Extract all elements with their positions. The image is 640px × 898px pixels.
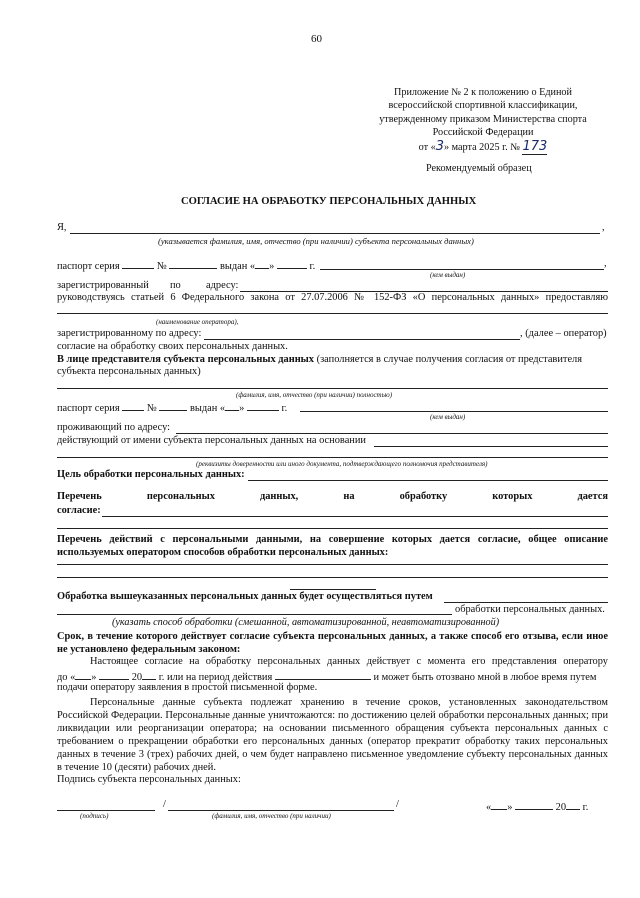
representative-acting-line: [374, 446, 608, 447]
data-list-line-1: [102, 516, 608, 517]
subject-ya: Я,: [57, 222, 67, 233]
processing-suffix: обработки персональных данных.: [455, 604, 605, 615]
representative-issued-by-hint: (кем выдан): [430, 413, 466, 421]
representative-residing-line: [176, 433, 608, 434]
appendix-date-line: от «3» марта 2025 г. № 173: [418, 138, 548, 154]
appendix-header: [378, 86, 588, 154]
subject-passport-row: паспорт серия № выдан « » г.: [57, 258, 315, 274]
operator-address-line: [204, 339, 520, 340]
appendix-line-4: Российской Федерации: [432, 127, 534, 139]
subject-guided-by: руководствуясь статьей 6 Федерального закона от 27.07.2006 № 152-ФЗ «О персональных данных» предоставляю: [57, 292, 608, 303]
appendix-line-2: всероссийской спортивной классификации,: [388, 100, 578, 112]
processing-label: Обработка вышеуказанных персональных данных будет осуществляться путем: [57, 591, 433, 602]
signature-label: Подпись субъекта персональных данных:: [57, 774, 241, 785]
actions-text: Перечень действий с персональными данными, на совершение которых дается согласие, общее описание используемых оператором способов обработки персональных данных:: [57, 534, 608, 558]
actions-line-3: [290, 589, 376, 590]
term-p1-line2: до « » 20 г. или на период действия и может быть отозвано мной в любое время путем: [57, 669, 608, 685]
subject-registered-w3: адресу:: [206, 280, 239, 291]
purpose-line: [248, 480, 608, 481]
signature-date: « » 20 г.: [486, 799, 588, 815]
operator-hint: (наименование оператора),: [156, 318, 239, 326]
document-title: СОГЛАСИЕ НА ОБРАБОТКУ ПЕРСОНАЛЬНЫХ ДАННЫХ: [181, 196, 477, 207]
data-list-line-2: [57, 528, 608, 529]
document-page: 60 Приложение № 2 к положению о Единой всероссийской спортивной классификации, утвержденному приказом Министерства спорта Российской Федерации от «3» марта 2025 г. № 173 Рекомендуемый образец СОГЛАСИЕ НА ОБРАБОТКУ ПЕРСОНАЛЬНЫХ ДАННЫХ Я, , (указывается фамилия, имя, отчество (при наличии) субъекта персональных данных) паспорт серия № выдан « » г. , (кем выдан) зарегистрированный по адресу: руководствуясь статьей 6 Федерального закона от 27.07.2006 № 152-ФЗ «О персональных данных» предоставляю (наименование оператора), зарегистрированному по адресу: , (далее – оператор) согласие на обработку своих персональных данных. В лице представителя субъекта персональных данных (заполняется в случае получения согласия от представителя субъекта персональных данных) (фамилия, имя, отчество (при наличии) полностью) паспорт серия № выдан « » г. (кем выдан) проживающий по адресу: действующий от имени субъекта персональных данных на основании (реквизиты доверенности или иного документа, подтверждающего полномочия представителя) Цель обработки персональных данных: Перечень персональных данных, на обработку которых дается согласие: Перечень действий с персональными данными, на совершение которых дается согласие, общее описание используемых оператором способов обработки персональных данных: Обработка вышеуказанных персональных данных будет осуществляться путем обработки персональных данных. (указать способ обработки (смешанной, автоматизированной, неавтоматизированной) Срок, в течение которого действует согласие субъекта персональных данных, а также способ его отзыва, если иное не установлено федеральным законом: Настоящее согласие на обработку персональных данных действует с момента его представления оператору до « » 20 г. или на период действия и может быть отозвано мной в любое время путем подачи оператору заявления в простой письменной форме. Персональные данные субъекта подлежат хранению в течение сроков, установленных законодательством Российской Федерации. Персональные данные уничтожаются: по достижению целей обработки персональных данных; при ликвидации или реорганизации оператора; на основании письменного обращения субъекта персональных данных с требованием о прекращении обработки его персональных данных (оператор прекратит обработку таких персональных данных в течение 3 (трех) рабочих дней, о чем будет направлено письменное уведомление субъекту персональных данных в течение 10 (десяти) рабочих дней. Подпись субъекта персональных данных: / / « » 20 г. (подпись) (фамилия, имя, отчество (при наличии): [57, 33, 608, 820]
handwritten-order-number: 173: [522, 138, 548, 154]
representative-fio-hint: (фамилия, имя, отчество (при наличии) полностью): [236, 391, 393, 399]
handwritten-day: 3: [435, 138, 445, 154]
representative-docs-line: [57, 457, 608, 458]
representative-residing: проживающий по адресу:: [57, 422, 171, 433]
appendix-line-3: утвержденному приказом Министерства спорта: [379, 113, 587, 125]
actions-line-2: [57, 577, 608, 578]
processing-line-1: [444, 602, 608, 603]
subject-registered-w2: по: [170, 280, 181, 291]
signature-fio-hint: (фамилия, имя, отчество (при наличии): [212, 812, 331, 820]
representative-docs-hint: (реквизиты доверенности или иного документа, подтверждающего полномочия представителя): [196, 460, 488, 468]
term-p1-line1: Настоящее согласие на обработку персональных данных действует с момента его представления оператору: [90, 656, 608, 667]
actions-line-1: [57, 564, 608, 565]
representative-heading: В лице представителя субъекта персональных данных (заполняется в случае получения согласия от представителя: [57, 354, 583, 365]
processing-line-2: [57, 614, 452, 615]
subject-registered-w1: зарегистрированный: [57, 280, 149, 291]
subject-fio-line: [70, 233, 600, 234]
subject-issued-by-line: [320, 269, 604, 270]
signature-line: [57, 810, 155, 811]
sample-label: Рекомендуемый образец: [426, 163, 532, 174]
consent-processing: согласие на обработку своих персональных данных.: [57, 341, 288, 352]
subject-issued-by-hint: (кем выдан): [430, 271, 466, 279]
processing-hint: (указать способ обработки (смешанной, автоматизированной, неавтоматизированной): [112, 617, 500, 628]
representative-heading-line2: субъекта персональных данных): [57, 366, 201, 377]
data-list-consent: согласие:: [57, 505, 101, 516]
data-list-heading: Перечень персональных данных, на обработку которых дается: [57, 491, 608, 502]
subject-fio-hint: (указывается фамилия, имя, отчество (при наличии) субъекта персональных данных): [158, 236, 474, 246]
appendix-line-1: Приложение № 2 к положению о Единой: [394, 87, 572, 98]
page-number: 60: [311, 33, 322, 45]
signature-fio-line: [168, 810, 394, 811]
representative-passport-row: паспорт серия № выдан « » г.: [57, 400, 287, 416]
operator-suffix: , (далее – оператор): [520, 328, 607, 339]
operator-name-line: [57, 313, 608, 314]
representative-issued-by-line: [300, 411, 608, 412]
representative-acting: действующий от имени субъекта персональных данных на основании: [57, 435, 366, 446]
term-p1-line3: подачи оператору заявления в простой письменной форме.: [57, 682, 318, 693]
signature-hint: (подпись): [80, 812, 109, 820]
term-p2: Персональные данные субъекта подлежат хранению в течение сроков, установленных законодательством Российской Федерации. Персональные данные уничтожаются: по достижению целей обработки персональных данных; при ликвидации или реорганизации оператора; на основании письменного обращения субъекта персональных данных с требованием о прекращении обработки его персональных данных (оператор прекратит обработку таких персональных данных в течение 3 (трех) рабочих дней, о чем будет направлено письменное уведомление субъекту персональных данных в течение 10 (десяти) рабочих дней.: [57, 697, 608, 773]
representative-fio-line: [57, 388, 608, 389]
term-heading: Срок, в течение которого действует согласие субъекта персональных данных, а также способ его отзыва, если иное не установлено федеральным законом:: [57, 631, 608, 655]
operator-address-label: зарегистрированному по адресу:: [57, 328, 202, 339]
purpose-label: Цель обработки персональных данных:: [57, 469, 245, 480]
